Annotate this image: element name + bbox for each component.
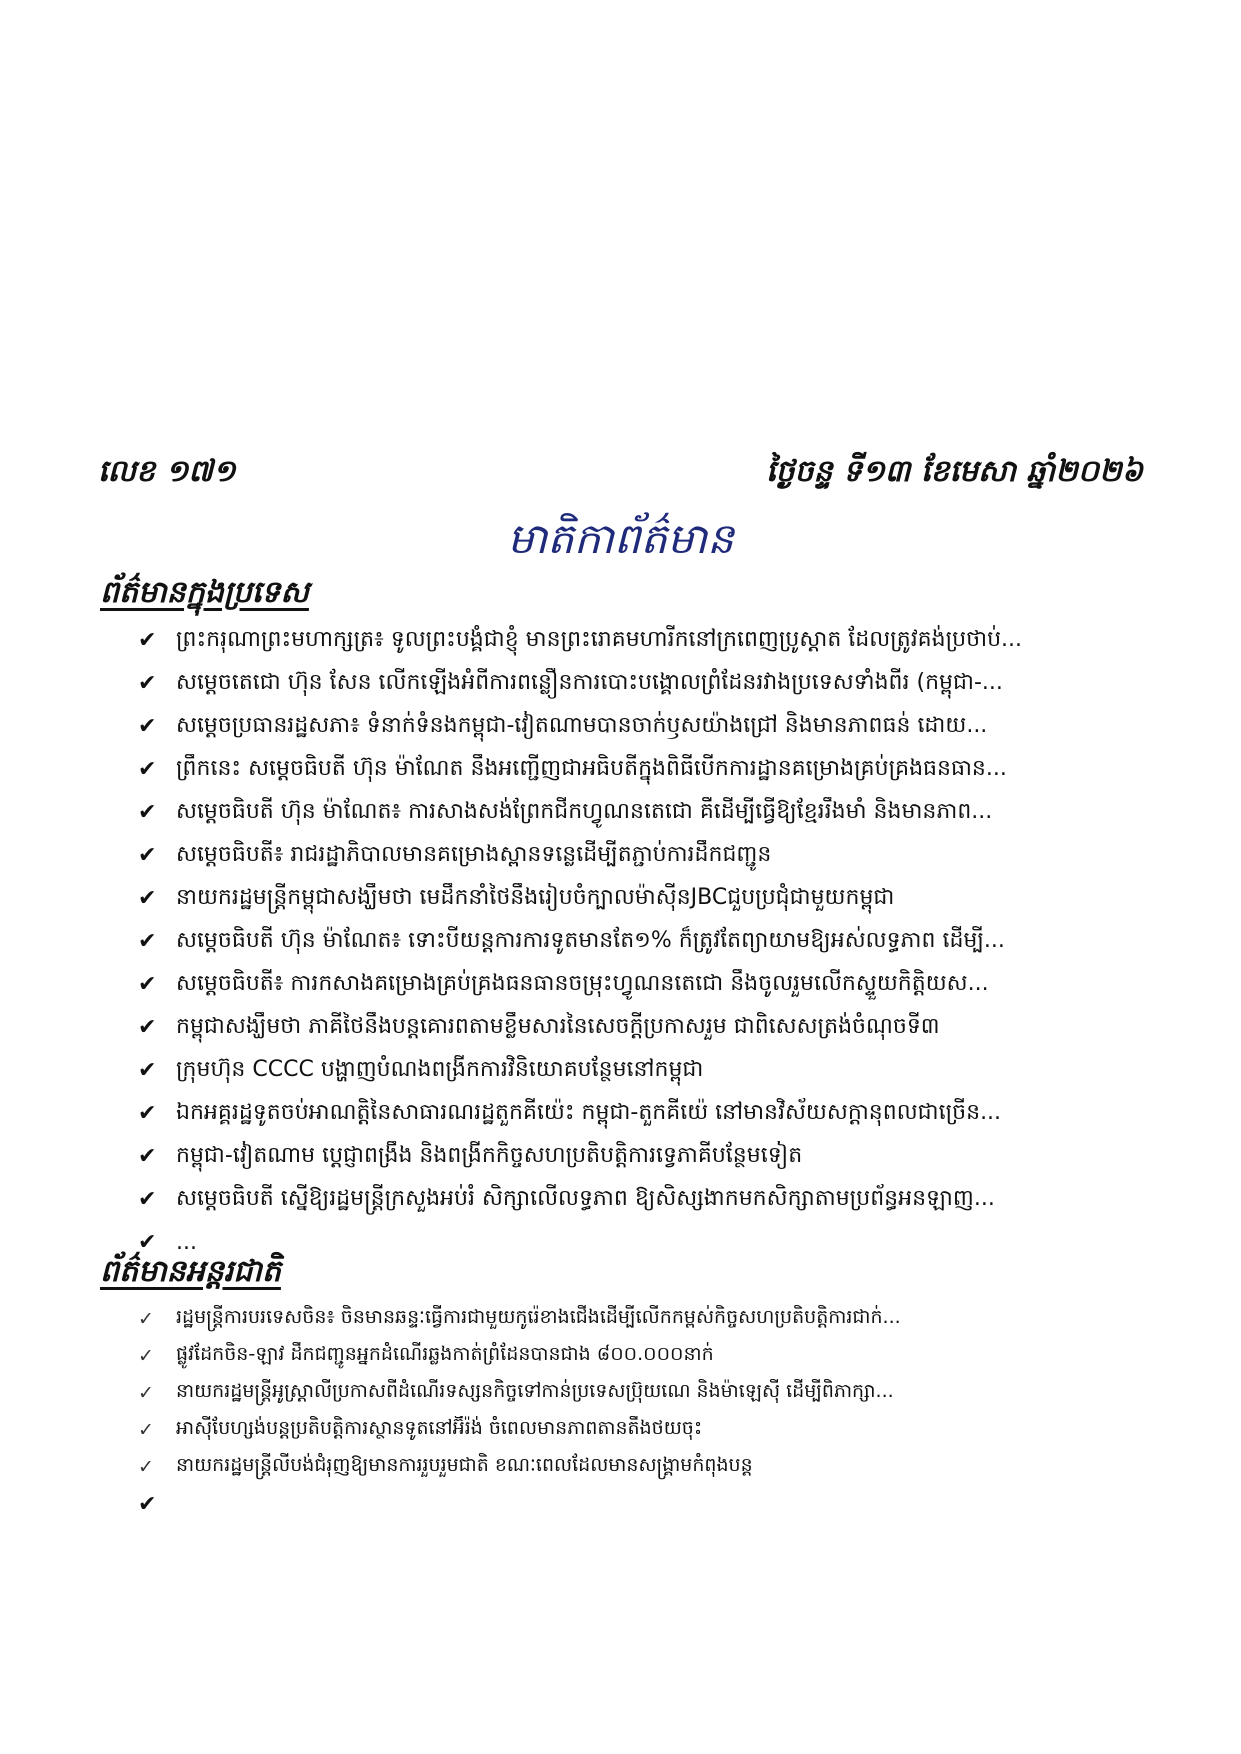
check-mark-icon: ✔ — [138, 972, 157, 997]
news-headline: សម្តេចធិបតី ហ៊ុន ម៉ាណែត៖ ការសាងសង់ព្រែកជីកហ្វូណនតេជោ គឺដើម្បីធ្វើឱ្យខ្មែររឹងមាំ និងមានភាព... — [176, 798, 993, 824]
check-mark-icon: ✔ — [138, 671, 157, 696]
check-mark-icon: ✔ — [138, 1187, 157, 1212]
list-item — [138, 619, 1148, 662]
check-mark-icon: ✓ — [138, 1418, 154, 1441]
check-mark-icon: ✔ — [138, 714, 157, 739]
list-item — [138, 1092, 1148, 1135]
list-item — [138, 920, 1148, 963]
news-headline: ឯកអគ្គរដ្ឋទូតចប់អាណត្តិនៃសាធារណរដ្ឋតួកគីយ៉េះ កម្ពុជា-តួកគីយ៉េ នៅមានវិស័យសក្តានុពលជាច្រើន... — [176, 1099, 1002, 1125]
issue-number: លេខ ១៧១ — [98, 454, 236, 489]
check-mark-icon: ✓ — [138, 1307, 154, 1330]
list-item — [138, 1300, 1138, 1337]
check-mark-icon: ✔ — [138, 628, 157, 653]
international-news-list — [138, 1300, 1138, 1485]
news-headline: ... — [176, 1230, 197, 1255]
news-headline: រដ្ឋមន្ត្រីការបរទេសចិន៖ ចិនមានឆន្ទៈធ្វើការជាមួយកូរ៉េខាងជើងដើម្បីលើកកម្ពស់កិច្ចសហប្រតិបត្តិការជាក់... — [176, 1305, 901, 1328]
list-item — [138, 963, 1148, 1006]
news-headline: សម្តេចធិបតី ហ៊ុន ម៉ាណែត៖ ទោះបីយន្តការការទូតមានតែ១% ក៏ត្រូវតែព្យាយាមឱ្យអស់លទ្ធភាព ដើម្បី... — [176, 927, 1005, 953]
list-item — [138, 1337, 1138, 1374]
list-item — [138, 748, 1148, 791]
check-mark-icon: ✔ — [138, 800, 157, 825]
news-headline: សម្តេចធិបតី ស្នើឱ្យរដ្ឋមន្ត្រីក្រសួងអប់រំ សិក្សាលើលទ្ធភាព ឱ្យសិស្សងាកមកសិក្សាតាមប្រព័ន្ធអនឡាញ... — [176, 1185, 995, 1211]
news-headline: កម្ពុជា-វៀតណាម ប្តេជ្ញាពង្រឹង និងពង្រីកកិច្ចសហប្រតិបត្តិការទេ្វភាគីបន្ថែមទៀត — [176, 1142, 803, 1168]
news-headline: សម្តេចធិបតី៖ ការកសាងគម្រោងគ្រប់គ្រងធនធានចម្រុះហ្វូណនតេជោ នឹងចូលរួមលើកស្ទួយកិត្តិយស... — [176, 970, 989, 996]
check-mark-icon: ✔ — [138, 1144, 157, 1169]
list-item — [138, 705, 1148, 748]
news-headline: ព្រឹកនេះ សម្តេចធិបតី ហ៊ុន ម៉ាណែត នឹងអញ្ជើញជាអធិបតីក្នុងពិធីបើកការដ្ឋានគម្រោងគ្រប់គ្រងធនធាន... — [176, 755, 1007, 781]
list-item — [138, 834, 1148, 877]
check-mark-icon: ✔ — [138, 1492, 157, 1517]
list-item — [138, 1049, 1148, 1092]
list-item — [138, 1135, 1148, 1178]
check-mark-icon: ✔ — [138, 1015, 157, 1040]
list-item — [138, 877, 1148, 920]
section-heading-international: ព័ត៌មានអន្តរជាតិ — [100, 1254, 281, 1289]
news-headline: សម្តេចប្រធានរដ្ឋសភា៖ ទំនាក់ទំនងកម្ពុជា-វៀតណាមបានចាក់ឫសយ៉ាងជ្រៅ និងមានភាពធន់ ដោយ... — [176, 712, 988, 738]
check-mark-icon: ✔ — [138, 843, 157, 868]
list-item — [138, 662, 1148, 705]
news-headline: ផ្លូវដែកចិន-ឡាវ ដឹកជញ្ជូនអ្នកដំណើរឆ្លងកាត់ព្រំដែនបានជាង ៨០០.០០០នាក់ — [176, 1342, 714, 1365]
list-item — [138, 1374, 1138, 1411]
list-item — [138, 791, 1148, 834]
list-item — [138, 1448, 1138, 1485]
page-title: មាតិកាព័ត៌មាន — [507, 514, 734, 563]
check-mark-icon: ✔ — [138, 886, 157, 911]
check-mark-icon: ✓ — [138, 1455, 154, 1478]
document-header — [0, 452, 1241, 512]
news-headline: នាយករដ្ឋមន្ត្រីកម្ពុជាសង្ឃឹមថា មេដឹកនាំថៃនឹងរៀបចំក្បាលម៉ាស៊ីនJBCជួបប្រជុំជាមួយកម្ពុជា — [176, 884, 895, 910]
list-item — [138, 1221, 1148, 1264]
check-mark-icon: ✔ — [138, 1230, 157, 1255]
news-headline: សម្តេចធិបតី៖ រាជរដ្ឋាភិបាលមានគម្រោងស្ពានទន្លេដើម្បីតភ្ជាប់ការដឹកជញ្ជូន — [176, 841, 772, 867]
check-mark-icon: ✔ — [138, 1101, 157, 1126]
check-mark-icon: ✔ — [138, 757, 157, 782]
news-headline: នាយករដ្ឋមន្ត្រីលីបង់ជំរុញឱ្យមានការរួបរួមជាតិ ខណៈពេលដែលមានសង្គ្រាមកំពុងបន្ត — [176, 1453, 753, 1476]
news-headline: សម្តេចតេជោ ហ៊ុន សែន លើកឡើងអំពីការពន្លឿនការបោះបង្គោលព្រំដែនរវាងប្រទេសទាំងពីរ (កម្ពុជា-... — [176, 669, 1003, 695]
domestic-news-list — [138, 619, 1148, 1264]
news-headline: ព្រះករុណាព្រះមហាក្សត្រ៖ ទូលព្រះបង្គំជាខ្ញុំ មានព្រះរោគមហារីកនៅក្រពេញប្រូស្តាត ដែលត្រូវគង់ប្រថាប់... — [176, 626, 1023, 652]
issue-date: ថ្ងៃចន្ទ ទី១៣ ខែមេសា ឆ្នាំ២០២៦ — [765, 454, 1143, 489]
check-mark-icon: ✔ — [138, 929, 157, 954]
news-headline: កម្ពុជាសង្ឃឹមថា ភាគីថៃនឹងបន្តគោរពតាមខ្លឹមសារនៃសេចក្តីប្រកាសរួម ជាពិសេសត្រង់ចំណុចទី៣ — [176, 1013, 940, 1039]
check-mark-icon: ✓ — [138, 1344, 154, 1367]
news-headline: នាយករដ្ឋមន្ត្រីអូស្ត្រាលីប្រកាសពីដំណើរទស្សនកិច្ចទៅកាន់ប្រទេសប្រ៊ុយណេ និងម៉ាឡេស៊ី ដើម្បីពិភាក្សា... — [176, 1379, 894, 1402]
list-item — [138, 1178, 1148, 1221]
news-headline: ក្រុមហ៊ុន CCCC បង្ហាញបំណងពង្រីកការវិនិយោគបន្ថែមនៅកម្ពុជា — [176, 1056, 704, 1082]
list-item — [138, 1006, 1148, 1049]
section-heading-domestic: ព័ត៌មានក្នុងប្រទេស — [100, 575, 309, 610]
list-item — [138, 1411, 1138, 1448]
check-mark-icon: ✔ — [138, 1058, 157, 1083]
news-headline: អាស៊ីបែហ្សង់បន្តប្រតិបត្តិការស្ថានទូតនៅអ៊ីរ៉ង់ ចំពេលមានភាពតានតឹងថយចុះ — [176, 1416, 703, 1439]
check-mark-icon: ✓ — [138, 1381, 154, 1404]
